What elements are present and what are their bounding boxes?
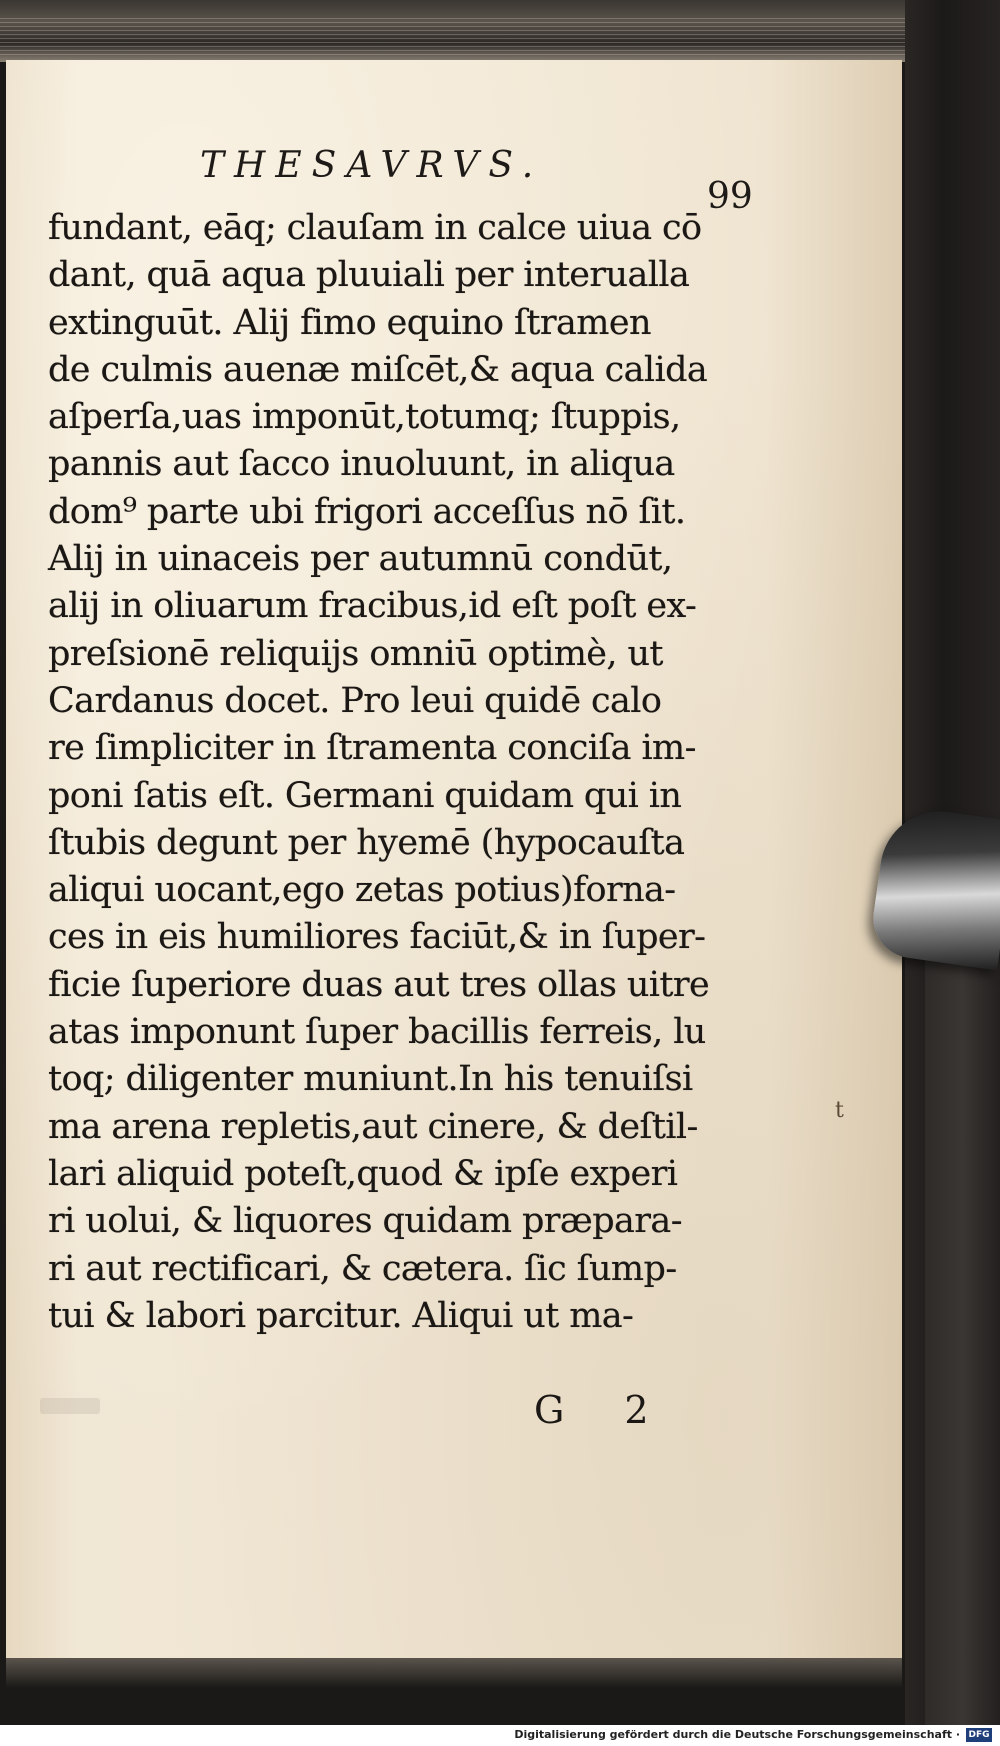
running-head: THESAVRVS. bbox=[200, 145, 544, 186]
text-line: lari aliquid poteſt,quod & ipſe experi bbox=[48, 1153, 678, 1194]
faint-ink-mark bbox=[40, 1398, 100, 1414]
text-line: extinguūt. Alij fimo equino ſtramen bbox=[48, 302, 651, 343]
text-line: ri uolui, & liquores quidam præpara- bbox=[48, 1201, 682, 1242]
text-line: Alij in uinaceis per autumnū condūt, bbox=[48, 539, 673, 580]
text-line: dant, quā aqua pluuiali per interualla bbox=[48, 255, 690, 296]
text-block bbox=[48, 205, 768, 1340]
page-edges bbox=[0, 18, 905, 58]
dfg-logo: DFG bbox=[966, 1728, 992, 1742]
signature-mark: G 2 bbox=[534, 1388, 673, 1432]
text-line: ri aut rectificari, & cætera. ſic ſump- bbox=[48, 1248, 677, 1289]
text-line: pannis aut ſacco inuoluunt, in aliqua bbox=[48, 444, 675, 485]
text-line: de culmis auenæ miſcēt,& aqua calida bbox=[48, 349, 708, 390]
text-line: tui & labori parcitur. Aliqui ut ma- bbox=[48, 1295, 634, 1336]
text-line: alij in oliuarum fracibus,id eſt poſt ex- bbox=[48, 586, 697, 627]
page-number: 99 bbox=[707, 176, 753, 217]
binding-strip bbox=[925, 930, 1000, 1730]
text-line: preſsionē reliquijs omniū optimè, ut bbox=[48, 633, 663, 674]
stray-mark: t bbox=[835, 1098, 844, 1123]
book-top-edge bbox=[0, 0, 910, 62]
text-line: ficie ſuperiore duas aut tres ollas uitre bbox=[48, 964, 710, 1005]
text-line: ma arena repletis,aut cinere, & deſtil- bbox=[48, 1106, 698, 1147]
text-line: re ſimpliciter in ſtramenta conciſa im- bbox=[48, 728, 696, 769]
footer-credit: Digitalisierung gefördert durch die Deutsche Forschungsgemeinschaft · bbox=[514, 1728, 960, 1741]
text-line: aſperſa,uas imponūt,totumq; ſtuppis, bbox=[48, 397, 681, 438]
text-line: toq; diligenter muniunt.In his tenuiſsi bbox=[48, 1059, 693, 1100]
text-line: Cardanus docet. Pro leui quidē calo bbox=[48, 680, 662, 721]
text-line: ces in eis humiliores faciūt,& in ſuper- bbox=[48, 917, 706, 958]
text-line: aliqui uocant,ego zetas potius)forna- bbox=[48, 870, 676, 911]
text-line: dom⁹ parte ubi frigori acceſſus nō ſit. bbox=[48, 491, 686, 532]
text-line: fundant, eāq; clauſam in calce uiua cō bbox=[48, 208, 702, 248]
text-line: ſtubis degunt per hyemē (hypocauſta bbox=[48, 822, 685, 863]
text-line: poni ſatis eſt. Germani quidam qui in bbox=[48, 775, 682, 816]
text-line: atas imponunt ſuper bacillis ferreis, lu bbox=[48, 1012, 706, 1053]
page-bottom-shadow bbox=[6, 1658, 902, 1688]
